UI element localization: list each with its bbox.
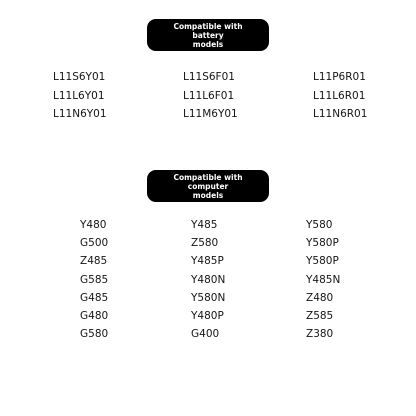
battery-model: L11L6F01	[183, 89, 235, 102]
computer-model: Y580N	[191, 291, 226, 304]
computer-model: Y580P	[306, 255, 339, 268]
battery-model: L11N6Y01	[53, 108, 107, 120]
computer-model: Y485P	[191, 255, 224, 268]
computer-models-heading	[147, 170, 269, 202]
battery-model: L11P6R01	[313, 71, 366, 83]
computer-model: G585	[80, 273, 109, 286]
computer-model: G485	[80, 291, 109, 304]
computer-model: Y485	[191, 219, 218, 231]
battery-models-heading	[147, 19, 269, 51]
battery-model: L11L6Y01	[53, 89, 105, 102]
computer-model: G580	[80, 328, 109, 341]
computer-model: Z480	[306, 291, 334, 304]
battery-model: L11S6Y01	[53, 71, 106, 83]
computer-model: Y580P	[306, 237, 339, 250]
computer-model: Z585	[306, 309, 334, 322]
computer-model: Y580	[306, 219, 333, 231]
computer-model: G480	[80, 309, 109, 322]
computer-model: G400	[191, 328, 220, 341]
battery-model: L11L6R01	[313, 89, 366, 102]
computer-models-heading-text: Compatible with computer models	[173, 172, 243, 200]
computer-model: Y480	[80, 219, 107, 231]
battery-model: L11S6F01	[183, 71, 235, 83]
computer-model: Y480P	[191, 309, 224, 322]
battery-model: L11N6R01	[313, 108, 368, 120]
computer-models-list	[80, 216, 386, 343]
battery-models-heading-text: Compatible with battery models	[173, 21, 243, 49]
computer-model: Y480N	[191, 273, 226, 286]
computer-model: G500	[80, 237, 109, 250]
computer-model: Y485N	[306, 273, 341, 286]
computer-model: Z485	[80, 255, 108, 268]
battery-models-list	[53, 68, 416, 124]
computer-model: Z380	[306, 328, 334, 341]
computer-model: Z580	[191, 237, 219, 250]
battery-model: L11M6Y01	[183, 108, 238, 120]
